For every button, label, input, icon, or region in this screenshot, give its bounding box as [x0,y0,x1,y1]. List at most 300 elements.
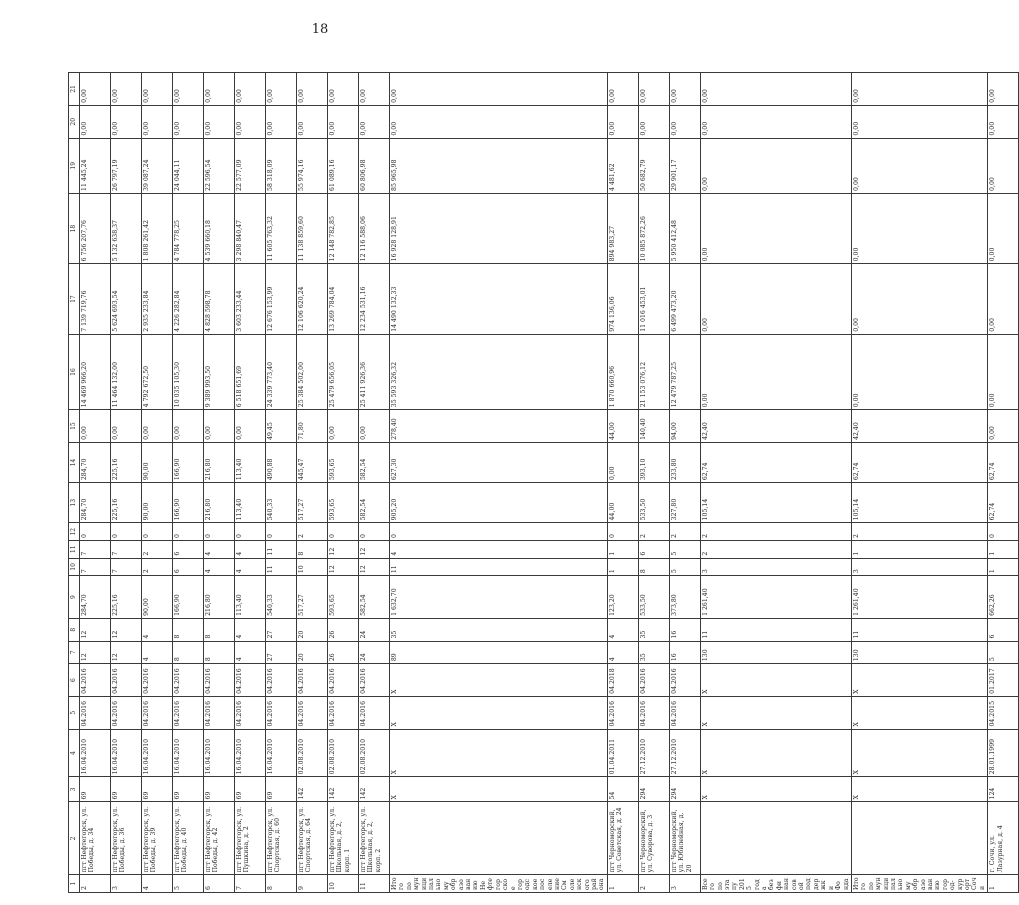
table-cell: 90,00 [142,483,173,523]
table-cell: 12 676 153,99 [266,264,297,334]
table-cell: 22 596,54 [204,138,235,193]
table-cell: 123,20 [607,576,638,619]
table-cell: 16.04.2010 [204,729,235,777]
table-cell: 04.2016 [204,664,235,697]
table-row [111,73,142,893]
table-cell: 2 [142,558,173,576]
table-cell: 7 [111,540,142,558]
table-cell: 0,00 [988,334,1019,409]
table-cell: 0,00 [80,73,111,106]
table-cell: 6 [173,558,204,576]
table-cell: 26 [328,618,359,641]
table-cell: 0 [235,523,266,541]
table-row [359,73,390,893]
table-cell: 7 139 719,76 [80,264,111,334]
table-cell: 6 [173,540,204,558]
table-cell: 60 806,98 [359,138,390,193]
address-cell: пгт Черноморский, ул. Юбилейная, д. 20 [669,802,700,875]
table-cell: 22 577,09 [235,138,266,193]
table-cell: 2 935 233,84 [142,264,173,334]
table-cell: 62,74 [988,483,1019,523]
table-cell: 62,74 [700,442,851,482]
table-cell: 294 [638,777,669,802]
table-cell: 04.2016 [173,664,204,697]
table-cell: 7 [80,558,111,576]
table-cell: 0,00 [988,264,1019,334]
table-cell: 16 [669,618,700,641]
table-cell: 69 [204,777,235,802]
table-cell: 71,80 [297,410,328,443]
table-cell: 0,00 [235,73,266,106]
table-cell: 8 [173,641,204,664]
table-cell: 11 138 859,60 [297,193,328,263]
table-cell: 85 965,98 [390,138,608,193]
table-cell: 58 318,09 [266,138,297,193]
table-cell: 6 499 473,20 [669,264,700,334]
table-cell: 35 [390,618,608,641]
table-cell: 04.2018 [607,664,638,697]
table-cell: 35 593 326,32 [390,334,608,409]
table-cell: 0,00 [988,73,1019,106]
address-cell [851,802,987,875]
address-cell: пгт Черноморский, ул. Суворова, д. 3 [638,802,669,875]
table-cell: 35 [638,641,669,664]
column-number: 16 [69,334,80,409]
table-cell: 0,00 [328,105,359,138]
table-cell: 11 [359,875,390,893]
column-number: 2 [69,802,80,875]
table-cell: 540,33 [266,483,297,523]
table-cell: 225,16 [111,442,142,482]
table-cell: 29 901,17 [669,138,700,193]
table-cell: 1 [607,558,638,576]
table-cell: 02.08.2010 [328,729,359,777]
table-cell: X [390,777,608,802]
table-cell: 142 [359,777,390,802]
table-cell: 3 [851,558,987,576]
table-cell: X [700,696,851,729]
table-cell: 0 [173,523,204,541]
table-cell: 27 [266,641,297,664]
table-cell: 69 [173,777,204,802]
table-cell: 24 044,11 [173,138,204,193]
table-cell: 6 [988,618,1019,641]
table-cell: 25 479 656,05 [328,334,359,409]
table-cell: 0,00 [297,73,328,106]
table-cell: 04.2016 [297,664,328,697]
table-cell: 0,00 [607,442,638,482]
table-cell: 0,00 [700,138,851,193]
table-cell: 0,00 [359,73,390,106]
table-cell: 124 [988,777,1019,802]
table-cell: 0,00 [266,105,297,138]
table-cell: 04.2016 [111,696,142,729]
table-cell: 540,33 [266,576,297,619]
table-cell: 12 [80,618,111,641]
table-row [204,73,235,893]
table-cell: 24 339 773,40 [266,334,297,409]
table-cell: 04.2016 [359,696,390,729]
table-cell: 225,16 [111,483,142,523]
table-cell: 662,26 [988,576,1019,619]
address-cell: пгт Нефтегорск, ул. Победы, д. 42 [204,802,235,875]
rotated-table-frame [68,72,1004,893]
table-cell: 6 756 207,76 [80,193,111,263]
table-cell: 04.2016 [266,664,297,697]
table-cell: 445,47 [297,442,328,482]
table-cell: 12 [111,641,142,664]
table-cell: 04.2016 [328,664,359,697]
table-cell: 4 481,62 [607,138,638,193]
table-cell: 517,27 [297,483,328,523]
table-cell: 4 792 672,50 [142,334,173,409]
resettlement-table [68,72,1019,893]
table-cell: 0,00 [111,410,142,443]
table-cell: 26 [328,641,359,664]
column-number: 13 [69,483,80,523]
table-cell: 44,00 [607,483,638,523]
table-cell: 5 [988,641,1019,664]
table-cell: 2 [638,875,669,893]
table-cell: 10 [297,558,328,576]
table-cell: 0,00 [851,193,987,263]
table-cell: 0,00 [204,105,235,138]
table-row [328,73,359,893]
table-cell: 69 [235,777,266,802]
table-cell: 894 983,27 [607,193,638,263]
table-cell: 490,88 [266,442,297,482]
table-cell: 0,00 [390,105,608,138]
table-cell: 2 [700,540,851,558]
table-cell: 11 016 453,01 [638,264,669,334]
table-cell: 13 269 784,04 [328,264,359,334]
table-cell: 278,40 [390,410,608,443]
table-cell: 04.2016 [359,664,390,697]
table-cell: 593,65 [328,483,359,523]
table-cell: 4 [607,641,638,664]
table-cell: 166,90 [173,576,204,619]
table-cell: 3 [700,558,851,576]
table-cell: 8 [638,558,669,576]
table-cell: 04.2016 [235,664,266,697]
table-cell: 8 [173,618,204,641]
table-cell: 11 464 132,00 [111,334,142,409]
table-cell: 4 [142,641,173,664]
table-cell: 0,00 [700,105,851,138]
table-cell: 7 [80,540,111,558]
table-cell: 62,74 [851,442,987,482]
table-cell: 0,00 [851,334,987,409]
table-cell: 04.2016 [669,696,700,729]
table-cell: 4 539 660,18 [204,193,235,263]
table-cell: 12 [111,618,142,641]
table-cell: 0,00 [988,410,1019,443]
address-cell: пгт Нефтегорск, ул. Победы, д. 34 [80,802,111,875]
table-cell: 11 [266,558,297,576]
table-cell: 8 [297,540,328,558]
column-number: 19 [69,138,80,193]
table-cell: 5 132 638,37 [111,193,142,263]
table-cell: 0,00 [700,193,851,263]
table-cell: 4 [142,875,173,893]
table-cell: 12 106 620,24 [297,264,328,334]
table-cell: 216,80 [204,442,235,482]
table-cell: 04.2016 [173,696,204,729]
table-cell: 8 [266,875,297,893]
address-cell: пгт Нефтегорск, ул. Спортская, д. 64 [297,802,328,875]
table-cell: 1 261,40 [700,576,851,619]
table-cell: 0,00 [173,410,204,443]
table-cell: 25 411 926,36 [359,334,390,409]
table-cell: 42,40 [700,410,851,443]
table-cell: 130 [700,641,851,664]
table-cell: 0,00 [988,105,1019,138]
table-cell: 216,80 [204,576,235,619]
table-cell: 4 [235,558,266,576]
table-cell: 0,00 [266,73,297,106]
table-cell: 10 035 105,30 [173,334,204,409]
column-number: 17 [69,264,80,334]
table-cell: 12 148 782,85 [328,193,359,263]
column-number-row [69,73,80,893]
table-cell: 5 950 412,48 [669,193,700,263]
table-cell: 905,20 [390,483,608,523]
table-cell: 9 389 993,50 [204,334,235,409]
table-cell: 533,50 [638,483,669,523]
table-cell: 225,16 [111,576,142,619]
table-cell: 69 [142,777,173,802]
table-cell: 0,00 [111,73,142,106]
table-cell: 11 [851,618,987,641]
table-cell: 04.2016 [638,664,669,697]
table-cell: 12 [328,540,359,558]
table-cell: 42,40 [851,410,987,443]
table-cell: 216,80 [204,483,235,523]
table-cell: 4 [235,641,266,664]
table-cell: 89 [390,641,608,664]
table-cell: X [700,777,851,802]
table-cell: 6 [638,540,669,558]
table-cell: 10 [328,875,359,893]
table-row [142,73,173,893]
table-cell: 12 116 588,06 [359,193,390,263]
table-cell: Всего по этапу 2015 года без финансовой поддержки Фонда [700,875,851,893]
table-cell: 01.04.2011 [607,729,638,777]
table-cell: X [390,729,608,777]
column-number: 9 [69,576,80,619]
table-cell: 4 784 778,25 [173,193,204,263]
column-number: 11 [69,540,80,558]
table-cell: 14 490 132,33 [390,264,608,334]
table-cell: 6 [204,875,235,893]
table-cell: 2 [851,523,987,541]
table-cell: X [700,729,851,777]
table-cell: 0,00 [204,73,235,106]
column-number: 18 [69,193,80,263]
table-cell: 24 [359,641,390,664]
table-row [390,73,608,893]
table-cell: 233,80 [669,442,700,482]
table-cell: 582,54 [359,576,390,619]
table-cell: 3 [669,875,700,893]
table-cell: 0 [80,523,111,541]
table-cell: 0,00 [235,410,266,443]
table-cell: 02.08.2010 [297,729,328,777]
table-cell: 04.2016 [142,696,173,729]
table-row [851,73,987,893]
table-cell: 21 153 076,12 [638,334,669,409]
table-cell: 28.01.1999 [988,729,1019,777]
table-cell: 113,40 [235,442,266,482]
table-cell: 11 605 763,32 [266,193,297,263]
table-cell: 582,54 [359,442,390,482]
table-cell: 0,00 [142,410,173,443]
address-cell: г. Сочи, ул. Лазурная, д. 4 [988,802,1019,875]
table-cell: X [390,664,608,697]
table-cell: 01.2017 [988,664,1019,697]
table-cell: 25 384 502,00 [297,334,328,409]
table-cell: X [700,664,851,697]
address-cell: пгт Нефтегорск, ул. Победы, д. 36 [111,802,142,875]
table-cell: 12 479 787,25 [669,334,700,409]
table-row [235,73,266,893]
column-number: 12 [69,523,80,541]
table-cell: 593,65 [328,576,359,619]
address-cell [700,802,851,875]
address-cell: пгт Нефтегорск, ул. Пушкина, д. 2 [235,802,266,875]
table-cell: 7 [111,558,142,576]
table-cell: 11 [266,540,297,558]
table-cell: 0,00 [359,410,390,443]
table-cell: 1 [851,540,987,558]
table-cell: 0,00 [607,105,638,138]
table-cell: 0,00 [142,73,173,106]
table-cell: 1 632,70 [390,576,608,619]
table-row [607,73,638,893]
table-cell: 166,90 [173,442,204,482]
table-cell: 16 928 128,91 [390,193,608,263]
table-cell: 593,65 [328,442,359,482]
table-cell: 0 [390,523,608,541]
table-cell: 0 [607,523,638,541]
table-cell: 1 [988,558,1019,576]
address-cell: пгт Нефтегорск, ул. Школьная, д. 2, корп. 1 [328,802,359,875]
address-cell: пгт Нефтегорск, ул. Спортская, д. 60 [266,802,297,875]
table-row [173,73,204,893]
table-cell: 1 [988,875,1019,893]
table-row [700,73,851,893]
table-cell: 0 [204,523,235,541]
table-cell: 9 [297,875,328,893]
table-cell: 5 [173,875,204,893]
table-cell: 2 [297,523,328,541]
table-cell: 0 [266,523,297,541]
table-cell: 04.2016 [638,696,669,729]
table-cell: 1 [607,540,638,558]
table-row [297,73,328,893]
table-cell: 27.12.2010 [669,729,700,777]
table-cell: 974 136,06 [607,264,638,334]
table-cell: 5 624 693,54 [111,264,142,334]
table-cell: 1 870 660,96 [607,334,638,409]
table-cell: 0,00 [851,73,987,106]
table-cell: 94,00 [669,410,700,443]
table-cell: 0,00 [204,410,235,443]
table-cell: 6 518 651,69 [235,334,266,409]
table-cell: 327,80 [669,483,700,523]
table-cell: 04.2016 [328,696,359,729]
table-cell: 0,00 [173,73,204,106]
table-row [266,73,297,893]
table-cell: X [851,696,987,729]
table-cell: 24 [359,618,390,641]
address-cell: пгт Нефтегорск, ул. Победы, д. 39 [142,802,173,875]
address-cell: пгт Нефтегорск, ул. Школьная, д. 2, корп. 2 [359,802,390,875]
table-cell: 35 [638,618,669,641]
table-cell: 105,14 [851,483,987,523]
table-cell: 27.12.2010 [638,729,669,777]
column-number: 20 [69,105,80,138]
table-cell: 69 [80,777,111,802]
table-cell: 90,00 [142,442,173,482]
column-number: 3 [69,777,80,802]
table-cell: 1 261,40 [851,576,987,619]
table-cell: 20 [297,641,328,664]
table-cell: 0 [359,523,390,541]
table-row [669,73,700,893]
table-cell: 3 298 840,47 [235,193,266,263]
table-cell: 1 [988,540,1019,558]
table-cell: 11 445,24 [80,138,111,193]
table-cell: 04.2016 [297,696,328,729]
table-cell: 04.2016 [235,696,266,729]
table-cell: 5 [669,540,700,558]
table-cell: 61 089,16 [328,138,359,193]
table-cell: 140,40 [638,410,669,443]
column-number: 14 [69,442,80,482]
table-cell: 55 974,16 [297,138,328,193]
table-cell: 04.2016 [204,696,235,729]
table-cell: 130 [851,641,987,664]
column-number: 10 [69,558,80,576]
table-cell: 105,14 [700,483,851,523]
table-cell: 2 [80,875,111,893]
table-cell: 04.2016 [80,696,111,729]
column-number: 5 [69,696,80,729]
table-cell: 26 797,19 [111,138,142,193]
table-cell: 113,40 [235,576,266,619]
table-cell: 16.04.2010 [235,729,266,777]
table-cell: 5 [669,558,700,576]
table-row [638,73,669,893]
table-cell: Итого по муниципальному образованию Нефтегорское городское поселение Смоленского района [390,875,608,893]
table-cell: 12 [328,558,359,576]
table-cell: 0,00 [80,105,111,138]
table-cell: 0,00 [142,105,173,138]
table-cell: 04.2016 [111,664,142,697]
table-cell: 373,80 [669,576,700,619]
table-cell: 69 [111,777,142,802]
column-number: 8 [69,618,80,641]
column-number: 15 [69,410,80,443]
table-cell: 1 808 261,42 [142,193,173,263]
table-cell: 294 [669,777,700,802]
address-cell: пгт Черноморский, ул. Советская, д. 24 [607,802,638,875]
table-cell: 0,00 [851,264,987,334]
table-cell: 0,00 [328,73,359,106]
table-cell: 16 [669,641,700,664]
table-cell: 0,00 [235,105,266,138]
